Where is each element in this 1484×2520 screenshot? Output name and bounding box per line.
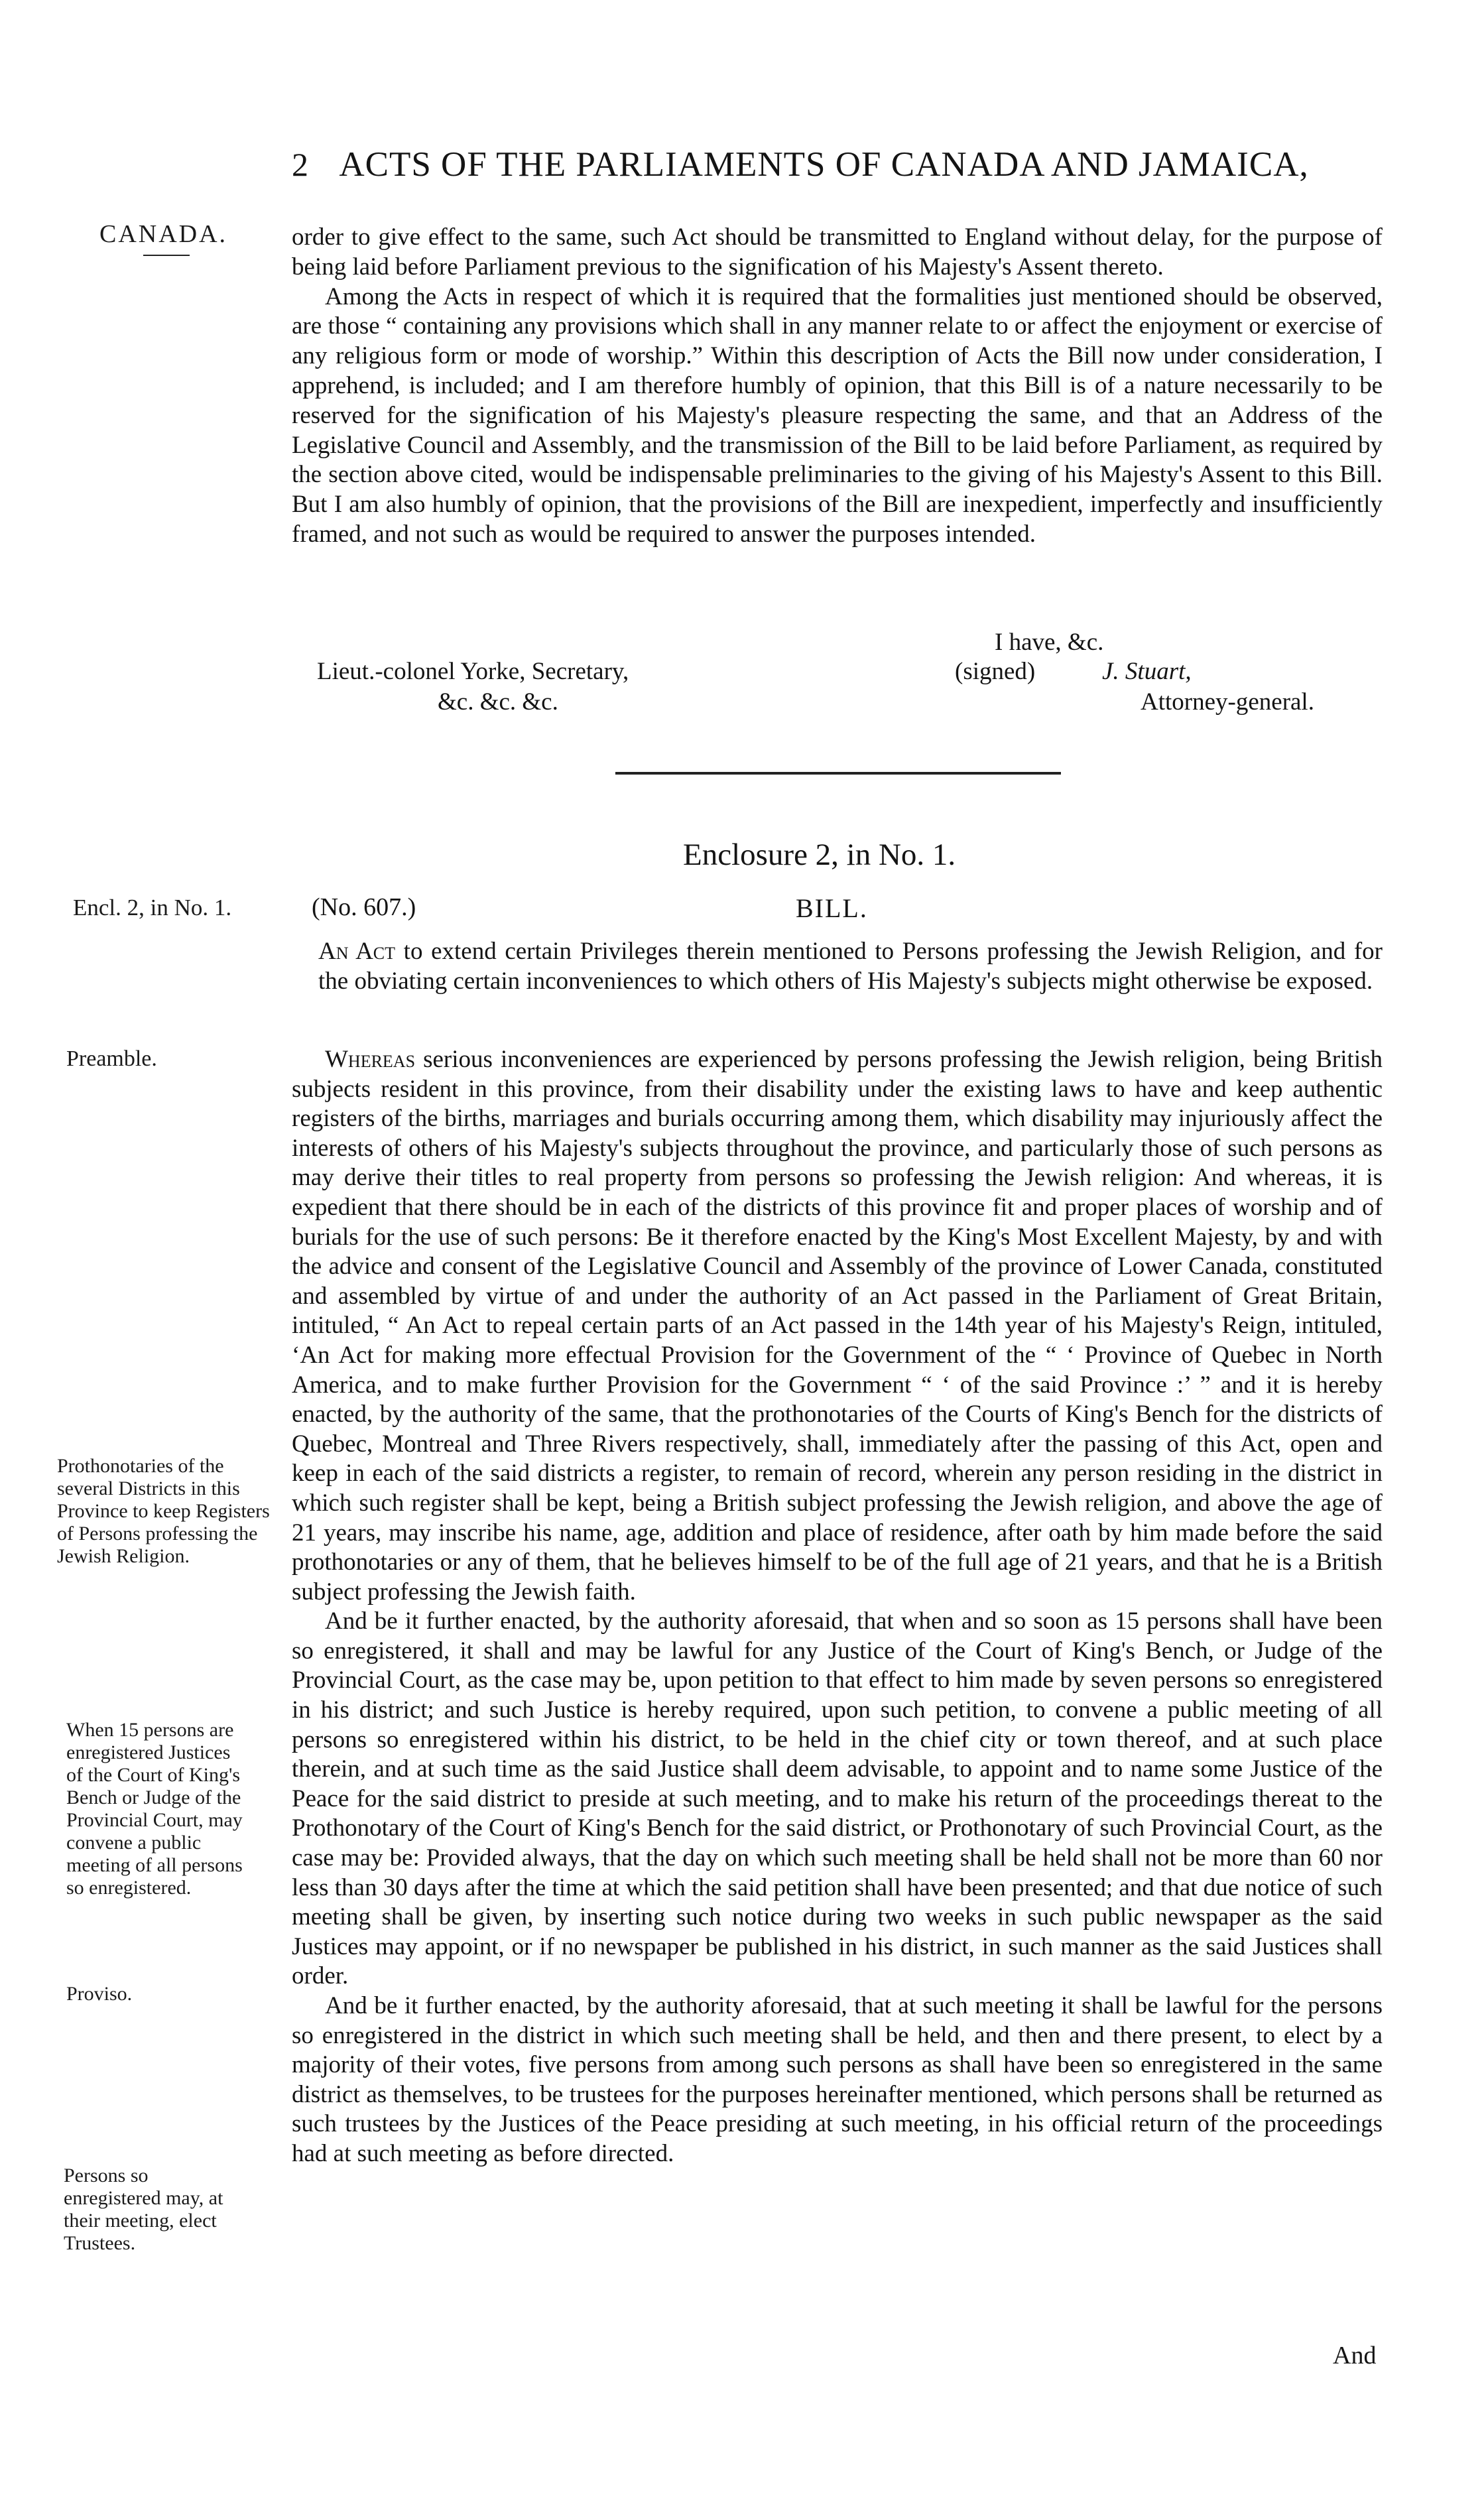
section-paragraph: And be it further enacted, by the authority aforesaid, that when and so soon as 15 persons shall have been so enregistered, it shall and may be lawful for any Justice of the Court of King's Bench, or Judge of the Provincial Court, as the case may be, upon petition to that effect to him made by seven persons so enregistered in his district; and such Justice is hereby required, upon such petition, to convene a public meeting of all persons so enregistered within his district, to be held in the chief city or town thereof, and at such place therein, and at such time as the said Justice shall deem advisable, to appoint and to name some Justice of the Peace for the said district to preside at such meeting, and to make his return of the proceedings thereat to the Prothonotary of the Court of King's Bench for the said district, or Prothonotary of such Provincial Court, as the case may be: Provided always, that the day on which such meeting shall be held shall not be more than 60 nor less than 30 days after the time at which the said petition shall have been presented; and that due notice of such meeting shall be given, by inserting such notice during two weeks in such public newspaper as the said Justices may appoint, or if no newspaper be published in his district, in such manner as the said Justices shall order. [292,1607,1383,1990]
preamble-paragraph [292,1045,1383,1607]
letter-closing: I have, &c. [995,629,1104,656]
signer-name: J. Stuart, [1102,658,1192,685]
margin-note-persons: Persons so enregistered may, at their meeting, elect Trustees. [64,2165,223,2254]
addressee-line: Lieut.-colonel Yorke, Secretary, [317,658,629,685]
act-title-lead: An Act [318,938,396,965]
letter-paragraph: Among the Acts in respect of which it is required that the formalities just mentioned should be observed, are those “ containing any provisions which shall in any manner relate to or affect the enjoyment or exercise of any religious form or mode of worship.” Within this description of Acts the Bill now under consideration, I apprehend, is included; and I am therefore humbly of opinion, that this Bill is of a nature necessarily to be reserved for the signification of his Majesty's pleasure respecting the same, and that an Address of the Legislative Council and Assembly, and the transmission of the Bill to be laid before Parliament, as required by the section above cited, would be indispensable preliminaries to the giving of his Majesty's Assent to this Bill. But I am also humbly of opinion, that the provisions of the Bill are inexpedient, imperfectly and insufficiently framed, and not such as would be required to answer the purposes intended. [292,283,1383,548]
enclosure-title: Enclosure 2, in No. 1. [683,838,956,872]
margin-note-when15: When 15 persons are enregistered Justices of the Court of King's Bench or Judge of the Provincial Court, may convene a public meeting of all persons so enregistered. [66,1719,243,1899]
act-title-text: to extend certain Privileges therein mentioned to Persons professing the Jewish Religion, and for the obviating certain inconveniences to which others of His Majesty's subjects might otherwise be exposed. [318,938,1383,995]
bill-body [292,1045,1383,2169]
margin-rule [143,255,190,256]
letter-paragraph: order to give effect to the same, such Act should be transmitted to England without delay, for the purpose of being laid before Parliament previous to the signification of his Majesty's Assent thereto. [292,223,1383,281]
margin-note-canada: CANADA. [99,223,322,256]
page-title: ACTS OF THE PARLIAMENTS OF CANADA AND JAMAICA, [339,145,1309,184]
margin-note-proviso: Proviso. [66,1983,133,2005]
margin-note-prothonotaries: Prothonotaries of the several Districts in this Province to keep Registers of Persons professing the Jewish Religion. [57,1455,270,1567]
page-number: 2 [292,146,309,183]
preamble-lead: Whereas [325,1046,416,1073]
signed-label: (signed) [955,658,1036,685]
addressee-line: &c. &c. &c. [438,688,558,716]
preamble-text: serious inconveniences are experienced by persons professing the Jewish religion, being British subjects resident in this province, from their disability under the existing laws to have and keep authentic registers of the births, marriages and burials occurring among them, which disability may injuriously affect the interests of others of his Majesty's subjects throughout the province, and particularly those of such persons as may derive their titles to real property from persons so professing the Jewish religion: And whereas, it is expedient that there should be in each of the districts of this province fit and proper places of worship and of burials for the use of such persons: Be it therefore enacted by the King's Most Excellent Majesty, by and with the advice and consent of the Legislative Council and Assembly of the province of Lower Canada, constituted and assembled by virtue of and under the authority of an Act passed in the Parliament of Great Britain, intituled, “ An Act to repeal certain parts of an Act passed in the 14th year of his Majesty's Reign, intituled, ‘An Act for making more effectual Provision for the Government of the “ ‘ Province of Quebec in North America, and to make further Provision for the Government “ ‘ of the said Province :’ ” and it is hereby enacted, by the authority of the same, that the prothonotaries of the Courts of King's Bench for the districts of Quebec, Montreal and Three Rivers respectively, shall, immediately after the passing of this Act, open and keep in each of the said districts a register, to remain of record, wherein any person residing in the district in which such register shall be kept, being a British subject professing the Jewish religion, and above the age of 21 years, may inscribe his name, age, addition and place of residence, after oath by him made before the said prothonotaries or any of them, that he believes himself to be of the full age of 21 years, and that he is a British subject professing the Jewish faith. [292,1046,1383,1606]
bill-number: (No. 607.) [312,893,416,921]
section-paragraph: And be it further enacted, by the authority aforesaid, that at such meeting it shall be lawful for the persons so enregistered in the district in which such meeting shall be held, and then and there present, to elect by a majority of their votes, five persons from among such persons as shall have been so enregistered in the same district as themselves, to be trustees for the purposes hereinafter mentioned, which persons shall be returned as such trustees by the Justices of the Peace presiding at such meeting, in his official return of the proceedings had at such meeting as before directed. [292,1992,1383,2167]
margin-note-preamble: Preamble. [66,1046,157,1071]
margin-note-encl: Encl. 2, in No. 1. [73,895,232,920]
letter-body [292,223,1383,550]
catchword: And [1333,2342,1377,2369]
bill-label: BILL. [796,893,868,923]
section-divider [615,772,1061,775]
signer-title: Attorney-general. [1141,688,1314,716]
running-header [292,145,1379,184]
act-title [318,936,1383,996]
